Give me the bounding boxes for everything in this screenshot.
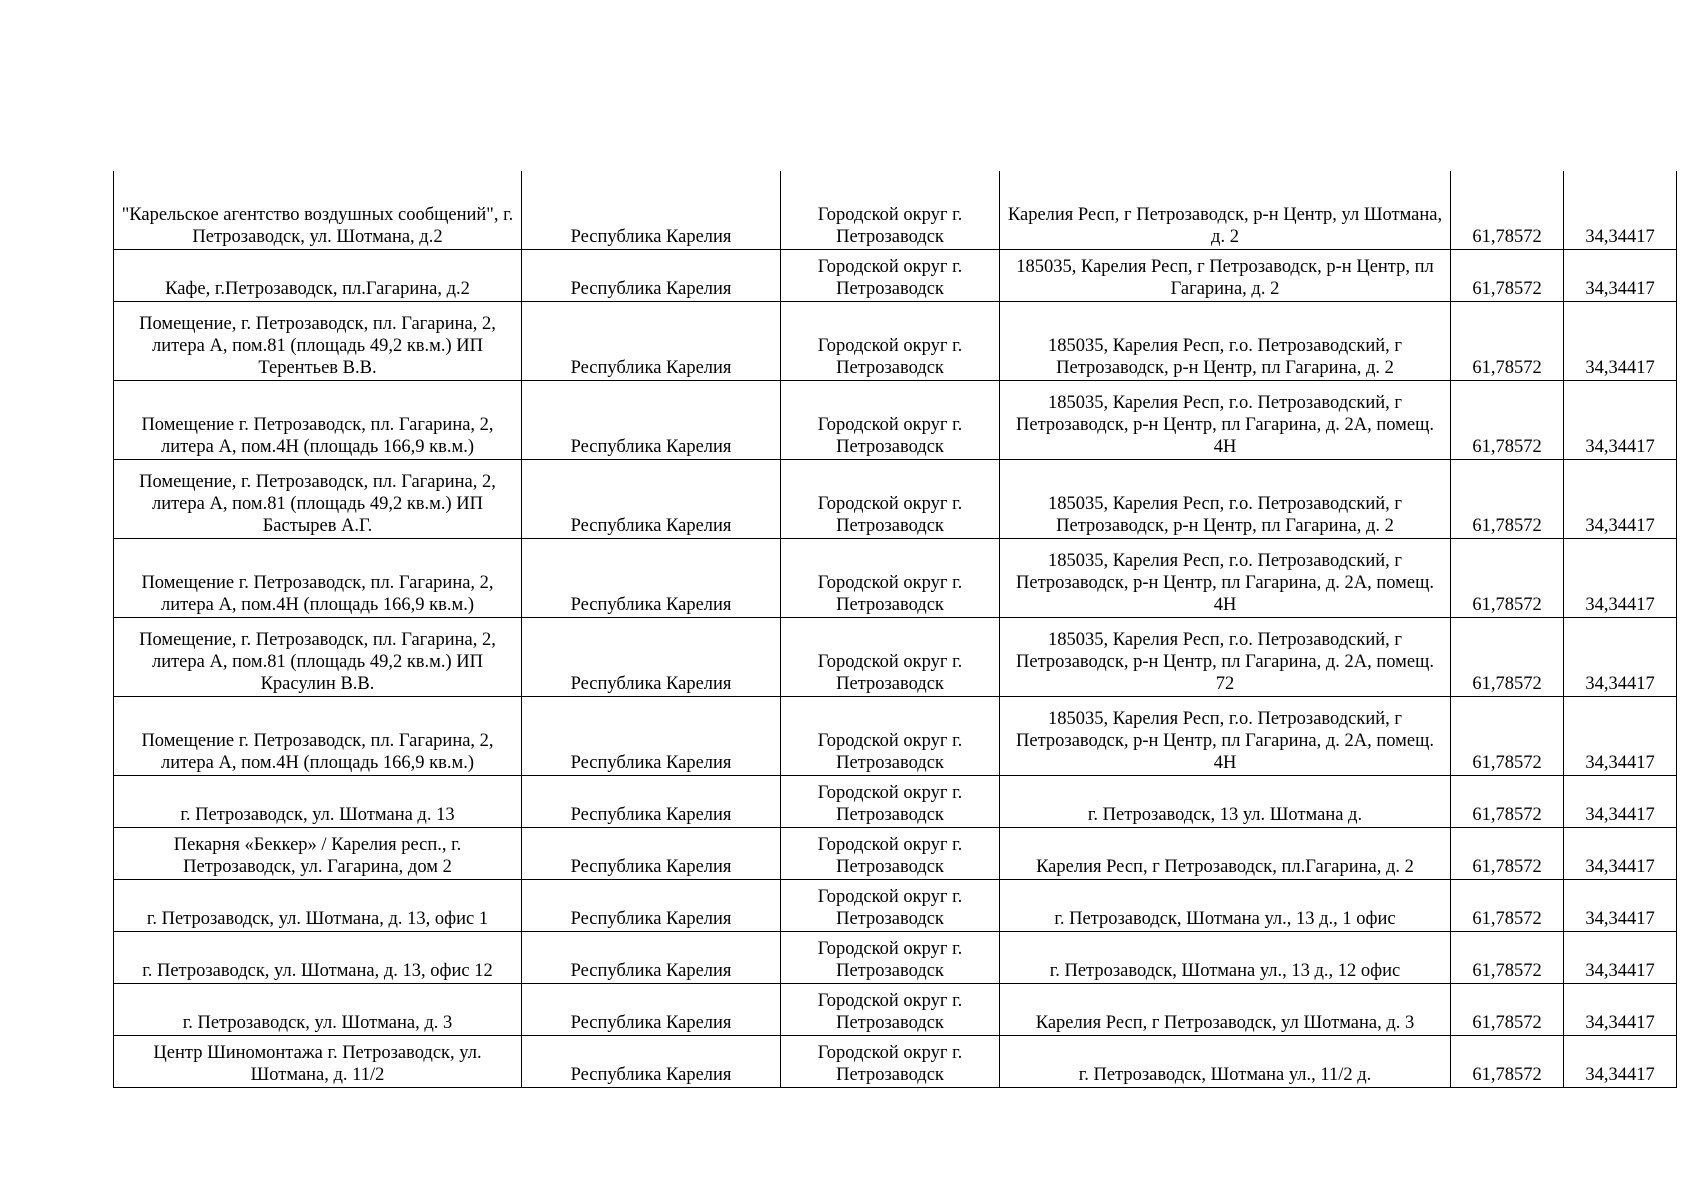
region-cell: Республика Карелия — [522, 539, 781, 618]
address-cell: 185035, Карелия Респ, г.о. Петрозаводский, г Петрозаводск, р-н Центр, пл Гагарина, д. 2 — [1000, 460, 1451, 539]
object-name-cell: Помещение г. Петрозаводск, пл. Гагарина, 2, литера А, пом.4Н (площадь 166,9 кв.м.) — [114, 381, 522, 460]
address-cell: г. Петрозаводск, 13 ул. Шотмана д. — [1000, 776, 1451, 828]
region-cell: Республика Карелия — [522, 697, 781, 776]
address-cell: Карелия Респ, г Петрозаводск, пл.Гагарина, д. 2 — [1000, 828, 1451, 880]
district-cell: Городской округ г. Петрозаводск — [781, 880, 1000, 932]
longitude-cell: 34,34417 — [1564, 828, 1677, 880]
object-name-cell: Помещение, г. Петрозаводск, пл. Гагарина, 2, литера А, пом.81 (площадь 49,2 кв.м.) ИП Бастырев А.Г. — [114, 460, 522, 539]
region-cell: Республика Карелия — [522, 984, 781, 1036]
district-cell: Городской округ г. Петрозаводск — [781, 984, 1000, 1036]
latitude-cell: 61,78572 — [1451, 776, 1564, 828]
latitude-cell: 61,78572 — [1451, 1036, 1564, 1088]
object-name-cell: Помещение г. Петрозаводск, пл. Гагарина, 2, литера А, пом.4Н (площадь 166,9 кв.м.) — [114, 697, 522, 776]
table-row — [114, 302, 1677, 381]
district-cell: Городской округ г. Петрозаводск — [781, 828, 1000, 880]
table-body — [114, 171, 1677, 1088]
region-cell: Республика Карелия — [522, 171, 781, 250]
address-cell: г. Петрозаводск, Шотмана ул., 13 д., 1 офис — [1000, 880, 1451, 932]
longitude-cell: 34,34417 — [1564, 460, 1677, 539]
object-name-cell: Помещение, г. Петрозаводск, пл. Гагарина, 2, литера А, пом.81 (площадь 49,2 кв.м.) ИП Терентьев В.В. — [114, 302, 522, 381]
address-cell: 185035, Карелия Респ, г.о. Петрозаводский, г Петрозаводск, р-н Центр, пл Гагарина, д. 2А, помещ. 4Н — [1000, 539, 1451, 618]
latitude-cell: 61,78572 — [1451, 460, 1564, 539]
longitude-cell: 34,34417 — [1564, 932, 1677, 984]
latitude-cell: 61,78572 — [1451, 171, 1564, 250]
object-name-cell: Кафе, г.Петрозаводск, пл.Гагарина, д.2 — [114, 250, 522, 302]
address-cell: Карелия Респ, г Петрозаводск, ул Шотмана, д. 3 — [1000, 984, 1451, 1036]
district-cell: Городской округ г. Петрозаводск — [781, 932, 1000, 984]
table-row — [114, 171, 1677, 250]
table-row — [114, 828, 1677, 880]
table-row — [114, 880, 1677, 932]
latitude-cell: 61,78572 — [1451, 618, 1564, 697]
latitude-cell: 61,78572 — [1451, 828, 1564, 880]
latitude-cell: 61,78572 — [1451, 381, 1564, 460]
object-name-cell: г. Петрозаводск, ул. Шотмана, д. 13, офис 12 — [114, 932, 522, 984]
longitude-cell: 34,34417 — [1564, 250, 1677, 302]
longitude-cell: 34,34417 — [1564, 984, 1677, 1036]
object-name-cell: Помещение, г. Петрозаводск, пл. Гагарина, 2, литера А, пом.81 (площадь 49,2 кв.м.) ИП Красулин В.В. — [114, 618, 522, 697]
object-name-cell: г. Петрозаводск, ул. Шотмана д. 13 — [114, 776, 522, 828]
object-name-cell: Центр Шиномонтажа г. Петрозаводск, ул. Шотмана, д. 11/2 — [114, 1036, 522, 1088]
object-name-cell: Пекарня «Беккер» / Карелия респ., г. Петрозаводск, ул. Гагарина, дом 2 — [114, 828, 522, 880]
latitude-cell: 61,78572 — [1451, 932, 1564, 984]
longitude-cell: 34,34417 — [1564, 171, 1677, 250]
table-row — [114, 460, 1677, 539]
district-cell: Городской округ г. Петрозаводск — [781, 171, 1000, 250]
region-cell: Республика Карелия — [522, 618, 781, 697]
region-cell: Республика Карелия — [522, 250, 781, 302]
table-row — [114, 776, 1677, 828]
address-cell: Карелия Респ, г Петрозаводск, р-н Центр, ул Шотмана, д. 2 — [1000, 171, 1451, 250]
table-row — [114, 1036, 1677, 1088]
region-cell: Республика Карелия — [522, 880, 781, 932]
table-row — [114, 697, 1677, 776]
longitude-cell: 34,34417 — [1564, 776, 1677, 828]
latitude-cell: 61,78572 — [1451, 302, 1564, 381]
data-table — [113, 171, 1677, 1088]
longitude-cell: 34,34417 — [1564, 1036, 1677, 1088]
longitude-cell: 34,34417 — [1564, 381, 1677, 460]
district-cell: Городской округ г. Петрозаводск — [781, 460, 1000, 539]
region-cell: Республика Карелия — [522, 932, 781, 984]
region-cell: Республика Карелия — [522, 381, 781, 460]
table-row — [114, 539, 1677, 618]
latitude-cell: 61,78572 — [1451, 250, 1564, 302]
table-row — [114, 618, 1677, 697]
latitude-cell: 61,78572 — [1451, 984, 1564, 1036]
object-name-cell: г. Петрозаводск, ул. Шотмана, д. 13, офис 1 — [114, 880, 522, 932]
address-cell: 185035, Карелия Респ, г.о. Петрозаводский, г Петрозаводск, р-н Центр, пл Гагарина, д. 2А, помещ. 4Н — [1000, 381, 1451, 460]
table-row — [114, 932, 1677, 984]
district-cell: Городской округ г. Петрозаводск — [781, 302, 1000, 381]
address-cell: 185035, Карелия Респ, г.о. Петрозаводский, г Петрозаводск, р-н Центр, пл Гагарина, д. 2 — [1000, 302, 1451, 381]
address-cell: 185035, Карелия Респ, г.о. Петрозаводский, г Петрозаводск, р-н Центр, пл Гагарина, д. 2А, помещ. 72 — [1000, 618, 1451, 697]
address-cell: 185035, Карелия Респ, г.о. Петрозаводский, г Петрозаводск, р-н Центр, пл Гагарина, д. 2А, помещ. 4Н — [1000, 697, 1451, 776]
district-cell: Городской округ г. Петрозаводск — [781, 697, 1000, 776]
longitude-cell: 34,34417 — [1564, 880, 1677, 932]
address-cell: 185035, Карелия Респ, г Петрозаводск, р-н Центр, пл Гагарина, д. 2 — [1000, 250, 1451, 302]
latitude-cell: 61,78572 — [1451, 697, 1564, 776]
region-cell: Республика Карелия — [522, 828, 781, 880]
district-cell: Городской округ г. Петрозаводск — [781, 539, 1000, 618]
latitude-cell: 61,78572 — [1451, 539, 1564, 618]
district-cell: Городской округ г. Петрозаводск — [781, 250, 1000, 302]
table-row — [114, 381, 1677, 460]
longitude-cell: 34,34417 — [1564, 539, 1677, 618]
region-cell: Республика Карелия — [522, 1036, 781, 1088]
object-name-cell: г. Петрозаводск, ул. Шотмана, д. 3 — [114, 984, 522, 1036]
address-cell: г. Петрозаводск, Шотмана ул., 13 д., 12 офис — [1000, 932, 1451, 984]
table-row — [114, 250, 1677, 302]
address-cell: г. Петрозаводск, Шотмана ул., 11/2 д. — [1000, 1036, 1451, 1088]
region-cell: Республика Карелия — [522, 776, 781, 828]
district-cell: Городской округ г. Петрозаводск — [781, 776, 1000, 828]
longitude-cell: 34,34417 — [1564, 697, 1677, 776]
district-cell: Городской округ г. Петрозаводск — [781, 1036, 1000, 1088]
longitude-cell: 34,34417 — [1564, 618, 1677, 697]
region-cell: Республика Карелия — [522, 460, 781, 539]
object-name-cell: "Карельское агентство воздушных сообщений", г. Петрозаводск, ул. Шотмана, д.2 — [114, 171, 522, 250]
latitude-cell: 61,78572 — [1451, 880, 1564, 932]
region-cell: Республика Карелия — [522, 302, 781, 381]
longitude-cell: 34,34417 — [1564, 302, 1677, 381]
district-cell: Городской округ г. Петрозаводск — [781, 618, 1000, 697]
district-cell: Городской округ г. Петрозаводск — [781, 381, 1000, 460]
table-row — [114, 984, 1677, 1036]
object-name-cell: Помещение г. Петрозаводск, пл. Гагарина, 2, литера А, пом.4Н (площадь 166,9 кв.м.) — [114, 539, 522, 618]
